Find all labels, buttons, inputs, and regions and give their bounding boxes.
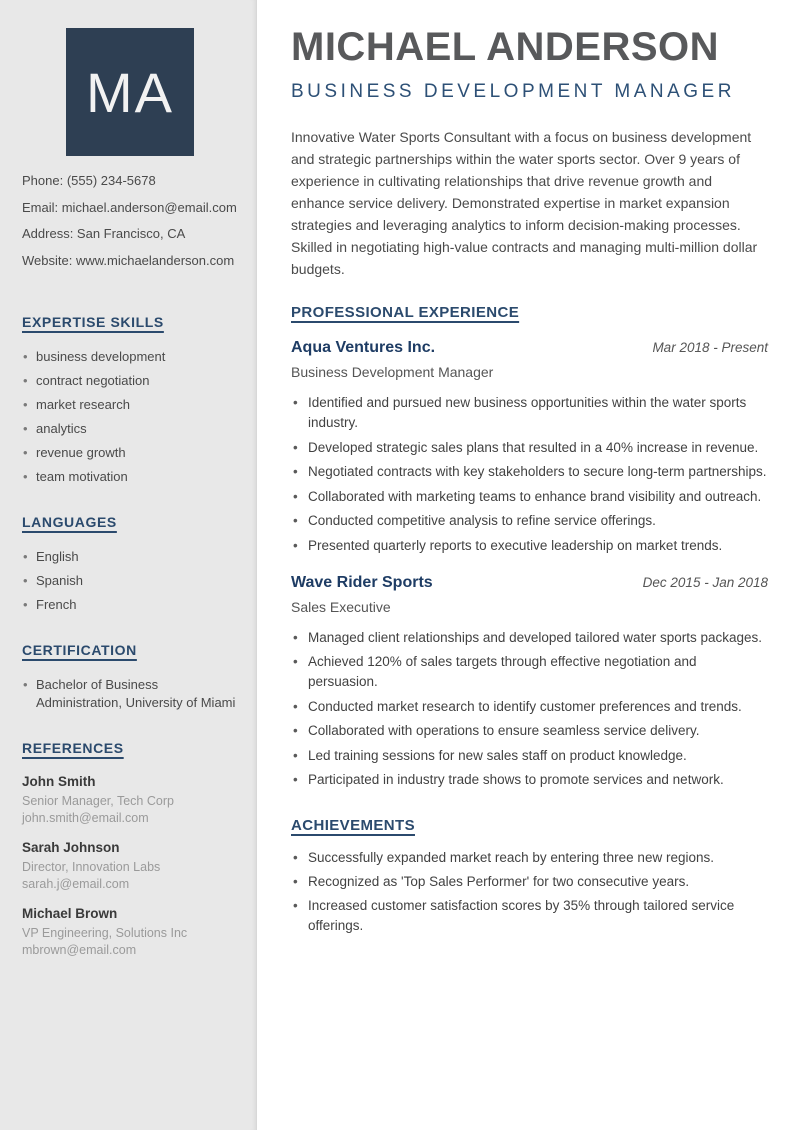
skill-item: • revenue growth — [22, 444, 238, 462]
certification-item: • Bachelor of Business Administration, University of Miami — [22, 676, 238, 712]
reference-name: John Smith — [22, 773, 96, 789]
achievements-section — [291, 817, 768, 936]
person-job-title: BUSINESS DEVELOPMENT MANAGER — [291, 81, 735, 102]
language-item: • English — [22, 548, 238, 566]
skill-item: • team motivation — [22, 468, 238, 486]
reference-person — [22, 840, 238, 893]
avatar-monogram — [66, 28, 194, 156]
sidebar — [0, 0, 257, 1130]
language-item: • French — [22, 596, 238, 614]
achievement-item: • Increased customer satisfaction scores by 35% through tailored service offerings. — [291, 896, 768, 936]
monogram-initials: MA — [86, 60, 174, 124]
achievement-item: • Successfully expanded market reach by entering three new regions. — [291, 848, 768, 868]
contact-address: Address: San Francisco, CA — [22, 226, 186, 241]
job-header — [291, 339, 768, 357]
job-dates: Dec 2015 - Jan 2018 — [642, 574, 768, 590]
skill-item: • analytics — [22, 420, 238, 438]
reference-role: Director, Innovation Labs — [22, 859, 161, 874]
reference-role: VP Engineering, Solutions Inc — [22, 925, 188, 940]
achievements-list — [291, 848, 768, 936]
certification-section — [22, 642, 238, 712]
job-bullet: • Developed strategic sales plans that resulted in a 40% increase in revenue. — [291, 438, 768, 458]
job-bullet: • Presented quarterly reports to executive leadership on market trends. — [291, 536, 768, 556]
job-entry — [291, 574, 768, 791]
certification-list — [22, 676, 238, 712]
contact-email: Email: michael.anderson@email.com — [22, 199, 237, 215]
experience-section — [291, 304, 768, 790]
reference-email: mbrown@email.com — [22, 942, 137, 957]
reference-email: john.smith@email.com — [22, 810, 149, 825]
job-bullet: • Collaborated with marketing teams to enhance brand visibility and outreach. — [291, 487, 768, 507]
skills-list — [22, 348, 238, 486]
job-bullet: • Conducted market research to identify customer preferences and trends. — [291, 697, 768, 717]
job-bullet: • Participated in industry trade shows to promote services and network. — [291, 770, 768, 790]
achievements-heading: ACHIEVEMENTS — [291, 817, 415, 834]
job-bullet: • Managed client relationships and developed tailored water sports packages. — [291, 628, 768, 648]
job-bullet: • Achieved 120% of sales targets through effective negotiation and persuasion. — [291, 652, 768, 692]
reference-name: Sarah Johnson — [22, 839, 120, 855]
reference-role: Senior Manager, Tech Corp — [22, 793, 174, 808]
skill-item: • contract negotiation — [22, 372, 238, 390]
reference-person — [22, 906, 238, 959]
job-bullet-list — [291, 393, 768, 556]
experience-heading: PROFESSIONAL EXPERIENCE — [291, 304, 520, 321]
job-role: Sales Executive — [291, 598, 391, 615]
skill-item: • market research — [22, 396, 238, 414]
certification-heading: CERTIFICATION — [22, 641, 137, 658]
job-header — [291, 574, 768, 592]
job-company: Aqua Ventures Inc. — [291, 339, 436, 356]
job-dates: Mar 2018 - Present — [652, 340, 768, 355]
reference-email: sarah.j@email.com — [22, 876, 130, 891]
references-section — [22, 740, 238, 959]
profile-summary: Innovative Water Sports Consultant with a focus on business development and strategic partnerships within the water sports sector. Over 9 years of experience in cultivating relationships that drive revenue growth and enhance service delivery. Demonstrated expertise in market expansion strategies and leveraging analytics to inform decision-making processes. Skilled in negotiating high-value contracts and managing multi-million dollar budgets. — [291, 129, 758, 277]
contact-phone: Phone: (555) 234-5678 — [22, 173, 156, 188]
job-bullet: • Led training sessions for new sales staff on product knowledge. — [291, 746, 768, 766]
references-heading: REFERENCES — [22, 739, 124, 756]
job-company: Wave Rider Sports — [291, 573, 433, 591]
skill-item: • business development — [22, 348, 238, 366]
skills-section — [22, 314, 238, 486]
person-name: MICHAEL ANDERSON — [291, 25, 720, 69]
skills-heading: EXPERTISE SKILLS — [22, 313, 164, 330]
reference-name: Michael Brown — [22, 905, 118, 921]
job-bullet: • Conducted competitive analysis to refine service offerings. — [291, 511, 768, 531]
languages-list — [22, 548, 238, 614]
contact-website: Website: www.michaelanderson.com — [22, 252, 235, 268]
main-content — [257, 0, 800, 1130]
contact-info — [22, 174, 238, 268]
language-item: • Spanish — [22, 572, 238, 590]
languages-section — [22, 514, 238, 614]
job-bullet: • Collaborated with operations to ensure seamless service delivery. — [291, 721, 768, 741]
job-bullet-list — [291, 628, 768, 791]
achievement-item: • Recognized as 'Top Sales Performer' for two consecutive years. — [291, 872, 768, 892]
job-bullet: • Negotiated contracts with key stakeholders to secure long-term partnerships. — [291, 462, 768, 482]
job-role: Business Development Manager — [291, 364, 494, 380]
reference-person — [22, 774, 238, 827]
job-bullet: • Identified and pursued new business opportunities within the water sports industry. — [291, 393, 768, 433]
languages-heading: LANGUAGES — [22, 513, 117, 530]
job-entry — [291, 339, 768, 556]
